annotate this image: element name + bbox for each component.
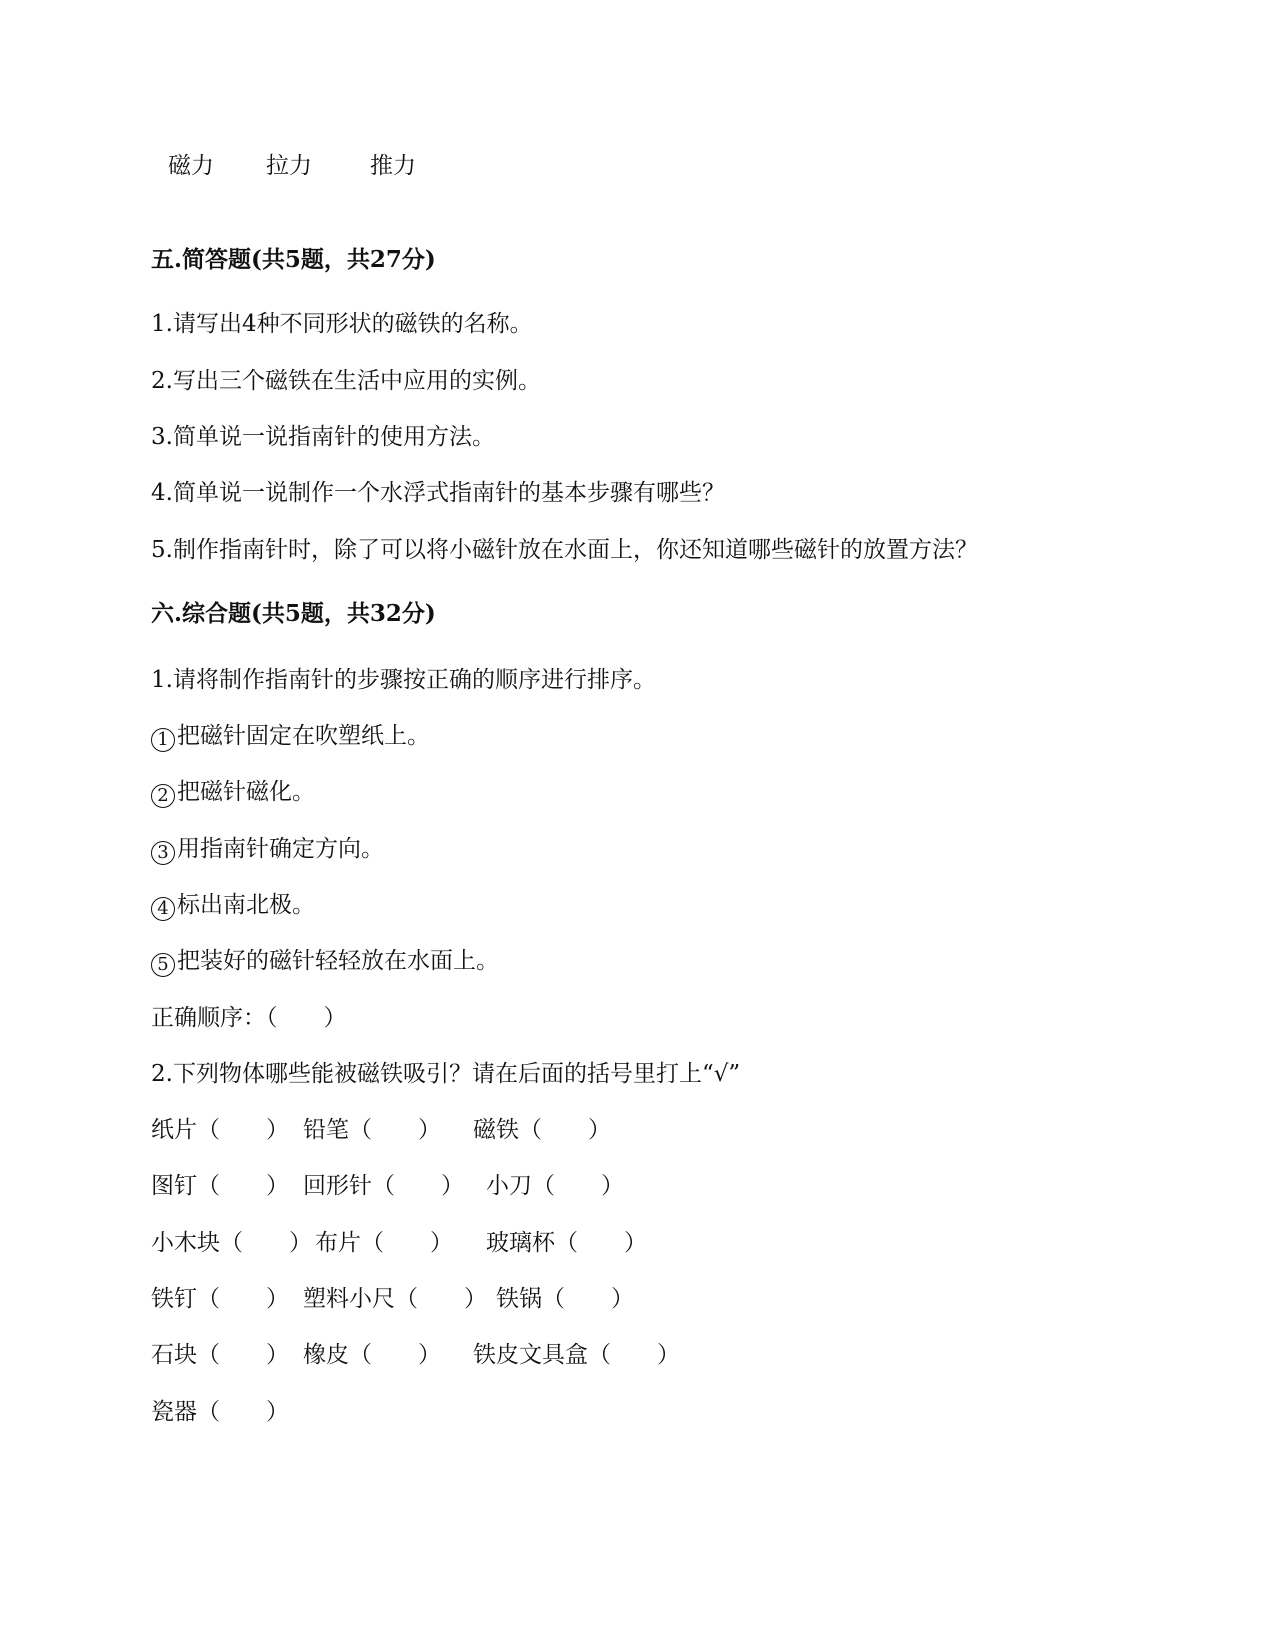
step-text: 把装好的磁针轻轻放在水面上。 <box>177 948 499 974</box>
step-item <box>151 946 499 977</box>
step-number: 4 <box>151 897 175 921</box>
step-text: 标出南北极。 <box>177 892 315 918</box>
word-bank-item: 推力 <box>370 153 416 179</box>
step-number: 1 <box>151 728 175 752</box>
step-item <box>151 777 315 808</box>
question: 4.简单说一说制作一个水浮式指南针的基本步骤有哪些？ <box>151 480 725 506</box>
object-row <box>151 1228 1151 1258</box>
object-row <box>151 1340 1151 1370</box>
object-item: 铁钉（ ） <box>151 1286 289 1312</box>
object-row <box>151 1115 1151 1145</box>
question: 5.制作指南针时，除了可以将小磁针放在水面上，你还知道哪些磁针的放置方法？ <box>151 537 978 563</box>
object-item: 玻璃杯（ ） <box>486 1230 647 1256</box>
step-number: 5 <box>151 953 175 977</box>
object-item: 回形针（ ） <box>303 1173 464 1199</box>
step-number: 3 <box>151 841 175 865</box>
object-item: 铁皮文具盒（ ） <box>473 1342 680 1368</box>
object-item: 纸片（ ） <box>151 1117 289 1143</box>
section-heading: 六.综合题(共5题，共32分) <box>151 600 436 627</box>
question: 1.请将制作指南针的步骤按正确的顺序进行排序。 <box>151 667 656 693</box>
object-item: 瓷器（ ） <box>151 1399 289 1425</box>
object-item: 布片（ ） <box>315 1230 453 1256</box>
object-item: 石块（ ） <box>151 1342 289 1368</box>
object-item: 小刀（ ） <box>486 1173 624 1199</box>
question: 1.请写出4种不同形状的磁铁的名称。 <box>151 311 533 337</box>
section-heading: 五.简答题(共5题，共27分) <box>151 246 436 273</box>
step-text: 把磁针磁化。 <box>177 779 315 805</box>
question: 3.简单说一说指南针的使用方法。 <box>151 424 495 450</box>
object-item: 塑料小尺（ ） <box>303 1286 487 1312</box>
step-item <box>151 834 384 865</box>
object-item: 橡皮（ ） <box>303 1342 441 1368</box>
step-item <box>151 721 430 752</box>
object-item: 磁铁（ ） <box>473 1117 611 1143</box>
step-item <box>151 890 315 921</box>
object-row <box>151 1284 1151 1314</box>
step-number: 2 <box>151 784 175 808</box>
word-bank-item: 拉力 <box>266 153 312 179</box>
object-item: 铁锅（ ） <box>496 1286 634 1312</box>
object-row <box>151 1397 1151 1427</box>
step-text: 用指南针确定方向。 <box>177 836 384 862</box>
word-bank-item: 磁力 <box>168 153 214 179</box>
object-item: 图钉（ ） <box>151 1173 289 1199</box>
question: 2.写出三个磁铁在生活中应用的实例。 <box>151 368 541 394</box>
answer-line: 正确顺序：（ ） <box>151 1005 347 1031</box>
object-item: 铅笔（ ） <box>303 1117 441 1143</box>
question: 2.下列物体哪些能被磁铁吸引？请在后面的括号里打上“√” <box>151 1061 741 1087</box>
object-item: 小木块（ ） <box>151 1230 312 1256</box>
step-text: 把磁针固定在吹塑纸上。 <box>177 723 430 749</box>
object-row <box>151 1171 1151 1201</box>
